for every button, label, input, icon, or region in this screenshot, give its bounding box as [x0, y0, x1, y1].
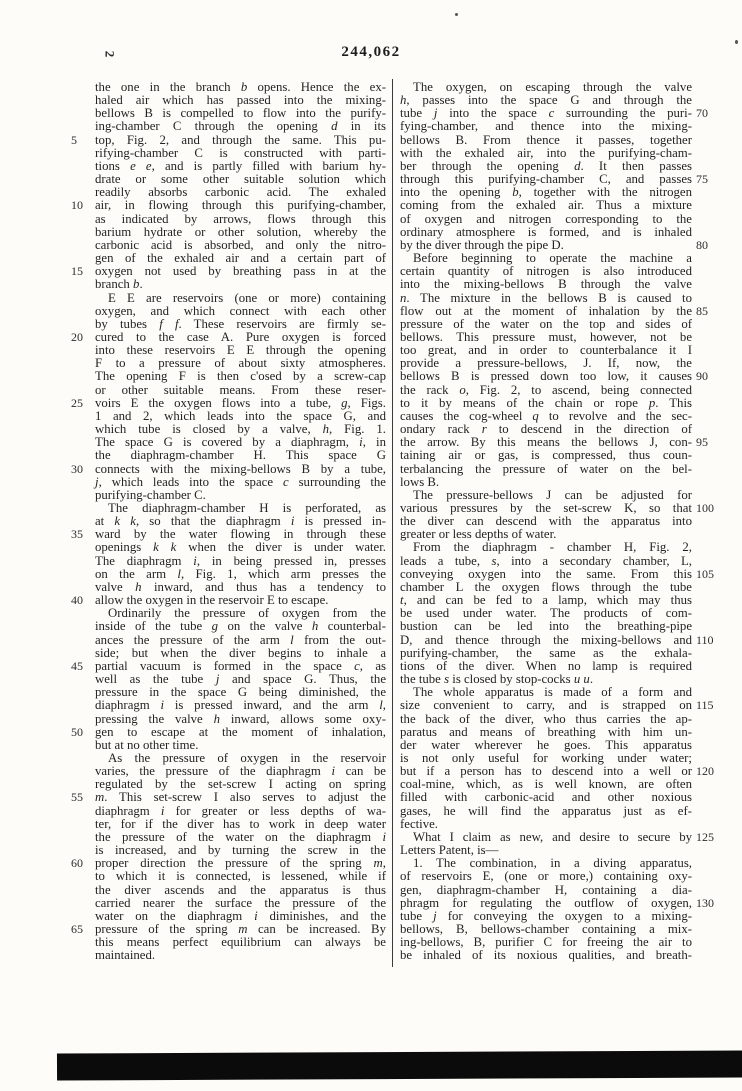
line-text: barium hydrate or other solution, whereby the [95, 224, 386, 239]
line-text: What I claim as new, and desire to secure by [413, 829, 692, 844]
margin-line-number: 100 [696, 501, 714, 515]
margin-line-number: 125 [696, 829, 714, 844]
margin-line-number: 40 [71, 593, 83, 608]
line-text: The whole apparatus is made of a form and [413, 685, 692, 700]
page-number: 2 [102, 50, 118, 58]
column-divider [392, 79, 393, 967]
line-text: gen, diaphragm-chamber H, containing a dia- [400, 882, 692, 897]
margin-line-number: 105 [696, 566, 714, 581]
line-text: Letters Patent, is— [400, 843, 499, 858]
line-text: 1. The combination, in a diving apparatus, [413, 856, 692, 871]
line-text: haled air which has passed into the mixing- [95, 93, 386, 108]
margin-line-number: 60 [71, 856, 83, 871]
margin-line-number: 45 [71, 658, 83, 673]
line-text: conveying oxygen into the same. From this [400, 566, 692, 581]
line-text: be inhaled of its noxious qualities, and breath- [400, 948, 692, 963]
line-text: allow the oxygen in the reservoir E to escape. [95, 593, 329, 608]
line-text: too great, and in order to counterbalance it I [400, 343, 692, 358]
line-text: h, passes into the space G and through the [400, 93, 692, 108]
line-text: side; but when the diver begins to inhale a [95, 645, 386, 660]
line-text: of reservoirs E, (one or more,) containing oxy- [400, 869, 692, 884]
line-text: coal-mine, which, as is well known, are often [400, 777, 692, 792]
right-text-column [400, 80, 714, 963]
line-text: air, in flowing through this purifying-chamber, [95, 198, 386, 213]
margin-line-number: 70 [696, 106, 708, 121]
line-text: top, Fig. 2, and through the same. This pu- [95, 132, 386, 147]
line-text: the arrow. By this means the bellows J, con- [400, 435, 692, 450]
line-text: The space G is covered by a diaphragm, i, in [95, 435, 386, 450]
line-text: on the arm l, Fig. 1, which arm presses the [95, 566, 386, 581]
line-text: leads a tube, s, into a secondary chamber, L, [400, 553, 692, 568]
line-text: carried nearer the surface the pressure of the [95, 895, 386, 910]
margin-line-number: 50 [71, 724, 83, 739]
line-text: fective. [400, 816, 439, 831]
text-line [95, 949, 386, 962]
line-text: gases, he will find the apparatus just as ef- [400, 803, 692, 818]
line-text: diaphragm i for greater or less depths of wa- [95, 803, 386, 818]
line-text: maintained. [95, 948, 156, 963]
margin-line-number: 30 [71, 461, 83, 476]
line-text: the rack o, Fig. 2, to ascend, being connected [400, 382, 692, 397]
line-text: chamber L the oxygen flows through the tube [400, 579, 692, 594]
margin-line-number: 110 [696, 632, 714, 647]
margin-line-number: 85 [696, 303, 708, 318]
text-line [400, 463, 692, 476]
line-text: carbonic acid is absorbed, and only the nitro- [95, 237, 386, 252]
line-text: readily absorbs carbonic acid. The exhaled [95, 185, 386, 200]
line-text: n. The mixture in the bellows B is caused to [400, 290, 692, 305]
line-text: the pressure of the water on the diaphragm i [95, 829, 386, 844]
line-text: gen to escape at the moment of inhalation, [95, 724, 386, 739]
line-text: coming from the exhaled air. Thus a mixture [400, 198, 692, 213]
line-text: bellows, B, bellows-chamber containing a mix- [400, 922, 692, 936]
line-text: tube j for conveying the oxygen to a mixing- [400, 908, 692, 923]
line-text: causes the cog-wheel q to revolve and the sec- [400, 408, 692, 423]
line-text: pressing the valve h inward, allows some oxy- [95, 711, 386, 726]
margin-line-number: 120 [696, 764, 714, 779]
line-text: drate or some other suitable solution which [95, 172, 386, 187]
line-text: various pressures by the set-screw K, so that [400, 501, 692, 515]
line-text: but at no other time. [95, 737, 199, 752]
line-text: connects with the mixing-bellows B by a tube, [95, 461, 386, 476]
line-text: fying-chamber, and thence into the mixing- [400, 119, 692, 134]
line-text: greater or less depths of water. [400, 527, 557, 542]
line-text: paratus and means of breathing with him un- [400, 724, 692, 739]
line-text: pressure of the water on the top and sides of [400, 316, 692, 331]
line-text: E E are reservoirs (one or more) containing [108, 290, 386, 305]
line-text: ing-chamber C through the opening d in its [95, 119, 386, 134]
line-text: the tube s is closed by stop-cocks u u. [400, 672, 594, 687]
line-text: Ordinarily the pressure of oxygen from the [108, 606, 386, 621]
line-text: filled with carbonic-acid and other noxious [400, 790, 692, 805]
margin-line-number: 35 [71, 527, 83, 542]
line-text: inside of the tube g on the valve h counterbal- [95, 619, 386, 634]
line-text: The diaphragm i, in being pressed in, presses [95, 553, 386, 568]
margin-line-number: 130 [696, 895, 714, 910]
line-text: tions of the diver. When no lamp is required [400, 658, 692, 673]
scan-speck [735, 40, 738, 44]
line-text: The opening F is then c'osed by a screw-cap [95, 369, 386, 384]
line-text: ter, for if the diver has to work in deep water [95, 816, 386, 831]
line-text: pressure of the spring m can be increased. By [95, 922, 386, 936]
line-text: to which it is connected, is lessened, while if [95, 869, 386, 884]
line-text: the diaphragm-chamber H. This space G [95, 448, 386, 463]
line-text: which tube is closed by a valve, h, Fig. 1. [95, 422, 386, 437]
line-text: bellows B is pressed down too low, it causes [400, 369, 692, 384]
line-text: From the diaphragm - chamber H, Fig. 2, [413, 540, 692, 555]
line-text: voirs E the oxygen flows into a tube, g, Figs. [95, 395, 386, 410]
line-text: ondary rack r to descend in the direction of [400, 422, 692, 437]
margin-line-number: 65 [71, 922, 83, 936]
line-text: but if a person has to descend into a well or [400, 764, 692, 779]
line-text: j, which leads into the space c surrounding the [95, 474, 386, 489]
line-text: certain quantity of nitrogen is also introduced [400, 264, 692, 279]
scan-speck [455, 13, 458, 16]
line-text: well as the tube j and space G. Thus, the [95, 672, 387, 687]
line-text: D, and thence through the mixing-bellows and [400, 632, 692, 647]
line-text: rifying-chamber C is constructed with parti- [95, 145, 386, 160]
line-text: ing-bellows, B, purifier C for freeing the air to [400, 935, 692, 950]
line-text: valve h inward, and thus has a tendency to [95, 579, 386, 594]
margin-line-number: 95 [696, 435, 708, 450]
line-text: flow out at the moment of inhalation by the [400, 303, 692, 318]
line-text: F to a pressure of about sixty atmospheres. [95, 356, 386, 371]
line-text: cured to the case A. Pure oxygen is forced [95, 329, 386, 344]
line-text: branch b. [95, 277, 143, 292]
line-text: the one in the branch b opens. Hence the ex- [95, 80, 386, 94]
line-text: ber through the opening d. It then passes [400, 158, 692, 173]
line-text: ordinary atmosphere is formed, and is inhaled [400, 224, 692, 239]
line-text: the back of the diver, who thus carries the ap- [400, 711, 692, 726]
line-text: size convenient to carry, and is strapped on [400, 698, 692, 713]
line-text: pressure in the space G being diminished, the [95, 685, 386, 700]
line-text: purifying-chamber, the same as the exhala- [400, 645, 692, 660]
line-text: gen of the exhaled air and a certain part of [95, 251, 386, 266]
line-text: by tubes f f. These reservoirs are firmly se- [95, 316, 386, 331]
line-text: regulated by the set-screw I acting on spring [95, 777, 386, 792]
line-text: tube j into the space c surrounding the puri- [400, 106, 692, 121]
margin-line-number: 20 [71, 329, 83, 344]
line-text: phragm for regulating the outflow of oxygen, [400, 895, 692, 910]
line-text: lows B. [400, 474, 440, 489]
line-text: taining air or gas, is compressed, thus coun- [400, 448, 692, 463]
line-text: with the exhaled air, into the purifying-cham- [400, 145, 692, 160]
line-text: bellows B is compelled to flow into the purify- [95, 106, 386, 121]
line-text: proper direction the pressure of the spring m, [95, 856, 386, 871]
line-text: ward by the water flowing in through these [95, 527, 386, 542]
line-text: terbalancing the pressure of water on the bel- [400, 461, 692, 476]
line-text: by the diver through the pipe D. [400, 237, 564, 252]
line-text: varies, the pressure of the diaphragm i can be [95, 764, 386, 779]
line-text: is not only useful for working under water; [400, 750, 692, 765]
margin-line-number: 10 [71, 198, 83, 213]
line-text: As the pressure of oxygen in the reservoir [108, 750, 386, 765]
line-text: is increased, and by turning the screw in the [95, 843, 386, 858]
text-line [400, 949, 692, 962]
line-text: be used under water. The products of com- [400, 606, 692, 621]
margin-line-number: 5 [71, 132, 77, 147]
line-text: der water wherever he goes. This apparatus [400, 737, 692, 752]
margin-line-number: 75 [696, 172, 708, 187]
margin-line-number: 15 [71, 264, 83, 279]
line-text: ances the pressure of the arm l from the out- [95, 632, 386, 647]
line-text: of oxygen and nitrogen corresponding to the [400, 211, 692, 226]
line-text: water on the diaphragm i diminishes, and the [95, 908, 386, 923]
line-text: The pressure-bellows J can be adjusted for [413, 487, 692, 502]
line-text: as indicated by arrows, flows through this [95, 211, 386, 226]
line-text: The oxygen, on escaping through the valve [413, 80, 692, 94]
margin-line-number: 25 [71, 395, 83, 410]
line-text: to it by means of the chain or rope p. This [400, 395, 692, 410]
line-text: purifying-chamber C. [95, 487, 206, 502]
line-text: 1 and 2, which leads into the space G, and [95, 408, 386, 423]
line-text: partial vacuum is formed in the space c, as [95, 658, 386, 673]
line-text: bustion can be led into the breathing-pipe [400, 619, 692, 634]
line-text: or other suitable means. From these reser- [95, 382, 386, 397]
left-text-column [71, 80, 387, 963]
line-text: bellows. This pressure must, however, not be [400, 329, 692, 344]
margin-line-number: 115 [696, 698, 714, 713]
line-text: bellows B. From thence it passes, together [400, 132, 692, 147]
line-text: through this purifying-chamber C, and passes [400, 172, 692, 187]
line-text: oxygen not used by breathing pass in at the [95, 264, 386, 279]
line-text: oxygen, and which connect with each other [95, 303, 386, 318]
line-text: provide a pressure-bellows, J. If, now, the [400, 356, 692, 371]
margin-line-number: 90 [696, 369, 708, 384]
line-text: into the mixing-bellows B through the valve [400, 277, 692, 292]
line-text: the diver ascends and the apparatus is thus [95, 882, 386, 897]
patent-number: 244,062 [341, 44, 401, 60]
margin-line-number: 80 [696, 237, 708, 252]
bottom-scan-bar [57, 1050, 742, 1080]
line-text: Before beginning to operate the machine a [413, 251, 692, 266]
text-line [400, 805, 692, 818]
line-text: diaphragm i is pressed inward, and the arm l, [95, 698, 386, 713]
line-text: into these reservoirs E E through the opening [95, 343, 386, 358]
line-text: The diaphragm-chamber H is perforated, as [108, 501, 386, 515]
line-text: t, and can be fed to a lamp, which may thus [400, 593, 692, 608]
line-text: the diver can descend with the apparatus into [400, 514, 692, 529]
line-text: tions e e, and is partly filled with barium hy- [95, 158, 386, 173]
line-text: into the opening b, together with the nitrogen [400, 185, 692, 200]
line-text: this means perfect equilibrium can always be [95, 935, 386, 950]
line-text: openings k k when the diver is under water. [95, 540, 386, 555]
margin-line-number: 55 [71, 790, 83, 805]
line-text: m. This set-screw I also serves to adjust the [95, 790, 386, 805]
line-text: at k k, so that the diaphragm i is pressed in- [95, 514, 387, 529]
